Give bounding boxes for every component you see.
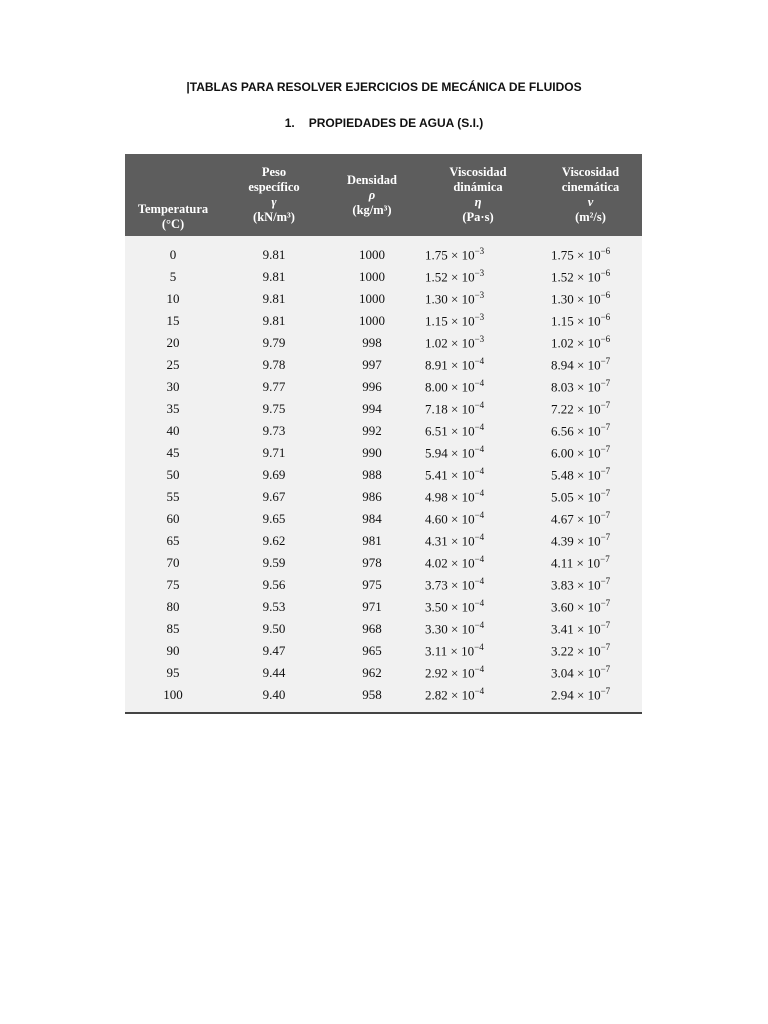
cell-densidad: 968 — [362, 621, 382, 636]
cell-peso-especifico: 9.65 — [262, 511, 286, 526]
cell-viscosidad-cinematica: $7.22 \times 10^{-7}$ — [551, 400, 611, 417]
cell-viscosidad-cinematica: $4.67 \times 10^{-7}$ — [551, 510, 611, 527]
cell-temperature: 40 — [166, 423, 180, 438]
cell-viscosidad-dinamica: $2.92 \times 10^{-4}$ — [425, 664, 485, 681]
cell-densidad: 990 — [362, 445, 382, 460]
cell-densidad: 986 — [362, 489, 382, 504]
table-row — [125, 684, 642, 712]
cell-viscosidad-dinamica: $4.98 \times 10^{-4}$ — [425, 488, 485, 505]
table-row — [125, 596, 642, 618]
table-row — [125, 420, 642, 442]
cell-densidad: 978 — [362, 555, 382, 570]
cell-temperature: 70 — [166, 555, 180, 570]
cell-temperature: 95 — [166, 665, 180, 680]
table-row — [125, 236, 642, 266]
cell-densidad: 975 — [362, 577, 382, 592]
cell-viscosidad-cinematica: $2.94 \times 10^{-7}$ — [551, 686, 611, 703]
cell-temperature: 55 — [166, 489, 180, 504]
cell-densidad: 971 — [362, 599, 382, 614]
cell-viscosidad-dinamica: $7.18 \times 10^{-4}$ — [425, 400, 485, 417]
cell-viscosidad-cinematica: $3.04 \times 10^{-7}$ — [551, 664, 611, 681]
cell-peso-especifico: 9.44 — [262, 665, 286, 680]
cell-peso-especifico: 9.69 — [262, 467, 286, 482]
cell-viscosidad-cinematica: $4.39 \times 10^{-7}$ — [551, 532, 611, 549]
table-row — [125, 464, 642, 486]
table-row — [125, 486, 642, 508]
cell-peso-especifico: 9.81 — [262, 269, 286, 284]
water-properties-table — [125, 154, 642, 712]
cell-temperature: 5 — [169, 269, 177, 284]
cell-viscosidad-dinamica: $1.02 \times 10^{-3}$ — [425, 334, 485, 351]
cell-viscosidad-dinamica: $8.00 \times 10^{-4}$ — [425, 378, 485, 395]
table-header — [125, 154, 642, 236]
cell-densidad: 988 — [362, 467, 382, 482]
cell-peso-especifico: 9.73 — [262, 423, 286, 438]
cell-viscosidad-dinamica: $8.91 \times 10^{-4}$ — [425, 356, 485, 373]
cell-viscosidad-dinamica: $4.60 \times 10^{-4}$ — [425, 510, 485, 527]
cell-peso-especifico: 9.50 — [262, 621, 286, 636]
cell-peso-especifico: 9.77 — [262, 379, 286, 394]
cell-viscosidad-cinematica: $8.94 \times 10^{-7}$ — [551, 356, 611, 373]
section-heading — [0, 116, 768, 130]
cell-viscosidad-dinamica: $1.30 \times 10^{-3}$ — [425, 290, 485, 307]
table-row — [125, 618, 642, 640]
cell-viscosidad-dinamica: $3.11 \times 10^{-4}$ — [425, 642, 484, 659]
header-densidad: Densidad ρ (kg/m³) — [346, 172, 398, 217]
cell-temperature: 0 — [169, 247, 177, 262]
cell-densidad: 965 — [362, 643, 382, 658]
cell-peso-especifico: 9.81 — [262, 313, 286, 328]
cell-densidad: 996 — [362, 379, 382, 394]
cell-viscosidad-cinematica: $1.02 \times 10^{-6}$ — [551, 334, 611, 351]
cell-viscosidad-dinamica: $1.52 \times 10^{-3}$ — [425, 268, 485, 285]
section-number: 1. — [284, 116, 295, 130]
cell-densidad: 1000 — [359, 291, 385, 306]
cell-viscosidad-cinematica: $8.03 \times 10^{-7}$ — [551, 378, 611, 395]
cell-viscosidad-dinamica: $5.41 \times 10^{-4}$ — [425, 466, 485, 483]
cell-densidad: 1000 — [359, 269, 385, 284]
cell-densidad: 958 — [362, 687, 382, 702]
document-title: |TABLAS PARA RESOLVER EJERCICIOS DE MECÁNICA DE FLUIDOS — [186, 80, 582, 94]
cell-viscosidad-cinematica: $1.15 \times 10^{-6}$ — [551, 312, 611, 329]
cell-densidad: 984 — [362, 511, 382, 526]
cell-viscosidad-dinamica: $3.50 \times 10^{-4}$ — [425, 598, 485, 615]
cell-peso-especifico: 9.56 — [262, 577, 286, 592]
cell-temperature: 100 — [163, 687, 183, 702]
cell-viscosidad-cinematica: $3.22 \times 10^{-7}$ — [551, 642, 611, 659]
cell-temperature: 50 — [166, 467, 180, 482]
cell-densidad: 994 — [362, 401, 382, 416]
cell-densidad: 1000 — [359, 313, 385, 328]
cell-temperature: 60 — [166, 511, 180, 526]
cell-temperature: 30 — [166, 379, 180, 394]
table-row — [125, 332, 642, 354]
table-row — [125, 662, 642, 684]
cell-viscosidad-dinamica: $1.75 \times 10^{-3}$ — [425, 246, 485, 263]
cell-viscosidad-cinematica: $5.48 \times 10^{-7}$ — [551, 466, 611, 483]
cell-temperature: 85 — [166, 621, 180, 636]
cell-viscosidad-dinamica: $6.51 \times 10^{-4}$ — [425, 422, 485, 439]
cell-densidad: 981 — [362, 533, 382, 548]
cell-viscosidad-dinamica: $4.31 \times 10^{-4}$ — [425, 532, 485, 549]
cell-viscosidad-cinematica: $3.83 \times 10^{-7}$ — [551, 576, 611, 593]
cell-viscosidad-cinematica: $6.00 \times 10^{-7}$ — [551, 444, 611, 461]
cell-viscosidad-cinematica: $5.05 \times 10^{-7}$ — [551, 488, 611, 505]
cell-densidad: 962 — [362, 665, 382, 680]
section-label: PROPIEDADES DE AGUA (S.I.) — [308, 116, 484, 130]
table-row — [125, 398, 642, 420]
cell-viscosidad-cinematica: $6.56 \times 10^{-7}$ — [551, 422, 611, 439]
table-row — [125, 354, 642, 376]
cell-temperature: 65 — [166, 533, 180, 548]
cell-peso-especifico: 9.81 — [262, 247, 286, 262]
cell-viscosidad-dinamica: $3.30 \times 10^{-4}$ — [425, 620, 485, 637]
table-row — [125, 640, 642, 662]
table-row — [125, 574, 642, 596]
cell-peso-especifico: 9.47 — [262, 643, 286, 658]
table-row — [125, 508, 642, 530]
table-row — [125, 442, 642, 464]
cell-temperature: 25 — [166, 357, 180, 372]
header-viscosidad-dinamica: Viscosidad dinámica η (Pa·s) — [449, 165, 507, 224]
cell-viscosidad-cinematica: $1.52 \times 10^{-6}$ — [551, 268, 611, 285]
cell-densidad: 997 — [362, 357, 382, 372]
cell-viscosidad-cinematica: $4.11 \times 10^{-7}$ — [551, 554, 610, 571]
cell-temperature: 80 — [166, 599, 180, 614]
table-row — [125, 288, 642, 310]
cell-peso-especifico: 9.78 — [262, 357, 286, 372]
cell-peso-especifico: 9.75 — [262, 401, 286, 416]
table-row — [125, 310, 642, 332]
header-temperature: Temperatura (°C) — [137, 202, 209, 231]
cell-viscosidad-dinamica: $1.15 \times 10^{-3}$ — [425, 312, 485, 329]
cell-densidad: 998 — [362, 335, 382, 350]
cell-densidad: 992 — [362, 423, 382, 438]
cell-peso-especifico: 9.81 — [262, 291, 286, 306]
cell-peso-especifico: 9.62 — [262, 533, 286, 548]
cell-peso-especifico: 9.59 — [262, 555, 286, 570]
table-body — [125, 236, 642, 712]
cell-peso-especifico: 9.67 — [262, 489, 286, 504]
cell-viscosidad-cinematica: $3.41 \times 10^{-7}$ — [551, 620, 611, 637]
header-viscosidad-cinematica: Viscosidad cinemática ν (m²/s) — [561, 165, 620, 224]
table-row — [125, 266, 642, 288]
cell-viscosidad-dinamica: $2.82 \times 10^{-4}$ — [425, 686, 485, 703]
cell-temperature: 90 — [166, 643, 180, 658]
cell-temperature: 20 — [166, 335, 180, 350]
cell-viscosidad-cinematica: $3.60 \times 10^{-7}$ — [551, 598, 611, 615]
cell-viscosidad-dinamica: $3.73 \times 10^{-4}$ — [425, 576, 485, 593]
cell-viscosidad-cinematica: $1.30 \times 10^{-6}$ — [551, 290, 611, 307]
cell-temperature: 15 — [166, 313, 180, 328]
cell-temperature: 10 — [166, 291, 180, 306]
cell-peso-especifico: 9.71 — [262, 445, 286, 460]
table-row — [125, 376, 642, 398]
cell-viscosidad-cinematica: $1.75 \times 10^{-6}$ — [551, 246, 611, 263]
table-row — [125, 530, 642, 552]
cell-peso-especifico: 9.79 — [262, 335, 286, 350]
cell-temperature: 45 — [166, 445, 180, 460]
cell-viscosidad-dinamica: $4.02 \times 10^{-4}$ — [425, 554, 485, 571]
cell-peso-especifico: 9.53 — [262, 599, 286, 614]
header-peso-especifico: Peso específico γ (kN/m³) — [248, 165, 300, 224]
cell-peso-especifico: 9.40 — [262, 687, 286, 702]
cell-viscosidad-dinamica: $5.94 \times 10^{-4}$ — [425, 444, 485, 461]
cell-temperature: 35 — [166, 401, 180, 416]
cell-densidad: 1000 — [359, 247, 385, 262]
header-row — [125, 154, 642, 236]
cell-temperature: 75 — [166, 577, 180, 592]
table-row — [125, 552, 642, 574]
water-properties-table-container — [125, 154, 642, 714]
